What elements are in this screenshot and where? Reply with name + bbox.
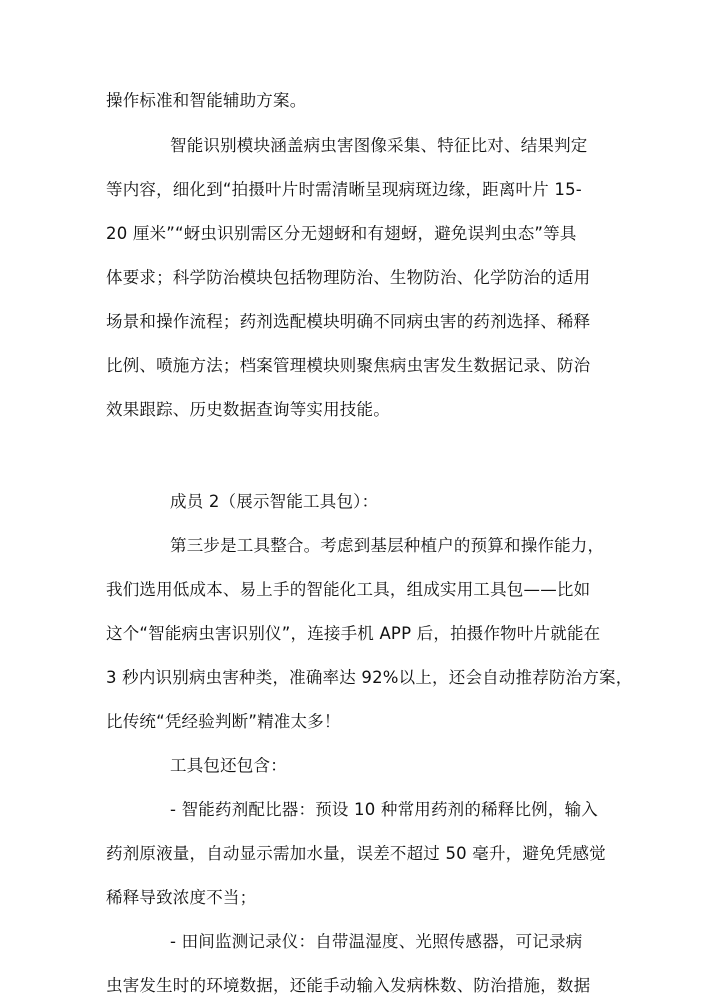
paragraph-line: 比例、喷施方法；档案管理模块则聚焦病虫害发生数据记录、防治 [106, 356, 591, 375]
paragraph-line: 我们选用低成本、易上手的智能化工具，组成实用工具包——比如 [106, 580, 591, 599]
list-item-line: - 田间监测记录仪：自带温湿度、光照传感器，可记录病 [170, 932, 583, 951]
paragraph-line: 操作标准和智能辅助方案。 [106, 91, 307, 110]
paragraph-line: 体要求；科学防治模块包括物理防治、生物防治、化学防治的适用 [106, 268, 591, 287]
paragraph-line: 比传统“凭经验判断”精准太多！ [106, 712, 341, 731]
speaker-heading: 成员 2（展示智能工具包）： [170, 492, 379, 511]
paragraph-line: 等内容，细化到“拍摄叶片时需清晰呈现病斑边缘，距离叶片 15- [106, 180, 582, 199]
paragraph-line: 这个“智能病虫害识别仪”，连接手机 APP 后，拍摄作物叶片就能在 [106, 624, 601, 643]
paragraph-line: 场景和操作流程；药剂选配模块明确不同病虫害的药剂选择、稀释 [106, 312, 591, 331]
list-item-line: 药剂原液量，自动显示需加水量，误差不超过 50 毫升，避免凭感觉 [106, 844, 606, 863]
paragraph-line: 工具包还包含： [170, 756, 287, 775]
paragraph-line: 3 秒内识别病虫害种类，准确率达 92%以上，还会自动推荐防治方案， [106, 668, 633, 687]
list-item-line: 稀释导致浓度不当； [106, 888, 257, 907]
list-item-line: - 智能药剂配比器：预设 10 种常用药剂的稀释比例，输入 [170, 800, 598, 819]
paragraph-line: 效果跟踪、历史数据查询等实用技能。 [106, 400, 390, 419]
paragraph-line: 20 厘米”“蚜虫识别需区分无翅蚜和有翅蚜，避免误判虫态”等具 [106, 224, 577, 243]
paragraph-line: 智能识别模块涵盖病虫害图像采集、特征比对、结果判定 [170, 136, 588, 155]
list-item-line: 虫害发生时的环境数据，还能手动输入发病株数、防治措施，数据 [106, 976, 591, 995]
paragraph-line: 第三步是工具整合。考虑到基层种植户的预算和操作能力， [170, 536, 605, 555]
